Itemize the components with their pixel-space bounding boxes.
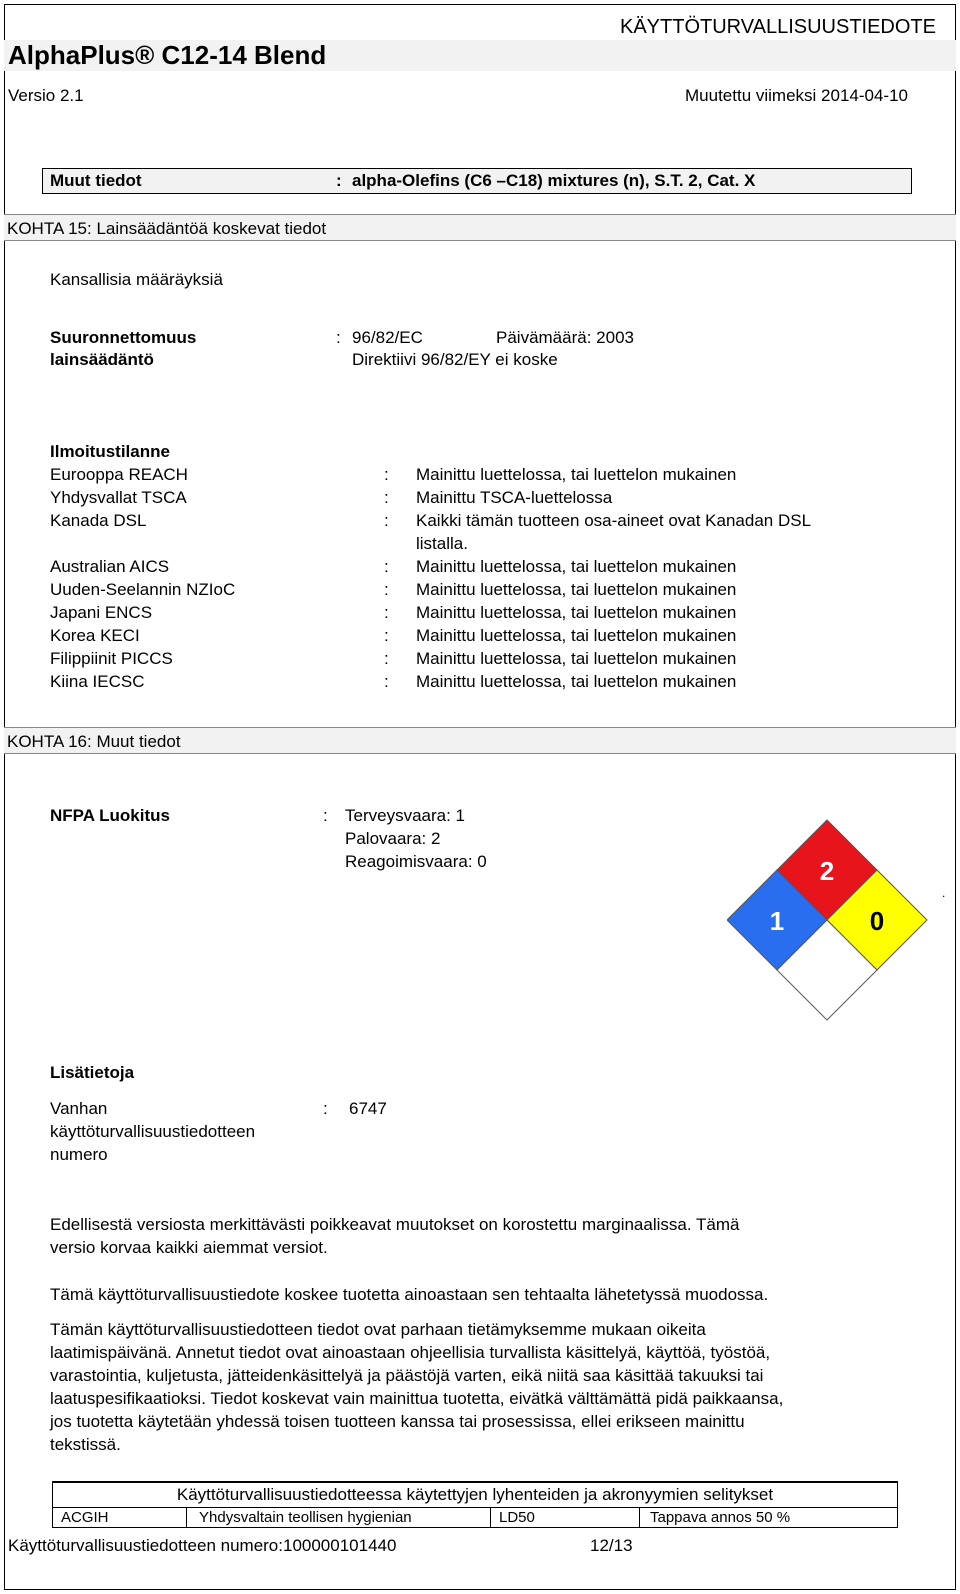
national-regulations-title: Kansallisia määräyksiä xyxy=(50,270,223,289)
inventory-colon: : xyxy=(384,672,389,691)
inventory-status: Mainittu luettelossa, tai luettelon mukainen xyxy=(416,626,737,645)
abbreviation-cell: LD50 xyxy=(491,1508,640,1528)
disclaimer-line: laatimispäivänä. Annetut tiedot ovat ainoastaan ohjeellisia turvallista käsittelyä, käyttöä, työstöä, xyxy=(50,1343,771,1362)
abbreviation-row xyxy=(53,1507,897,1528)
inventory-status: Mainittu luettelossa, tai luettelon mukainen xyxy=(416,603,737,622)
old-number-label-3: numero xyxy=(50,1145,108,1164)
product-name: AlphaPlus® C12-14 Blend xyxy=(8,40,327,70)
nfpa-health-value: 1 xyxy=(769,906,785,936)
section-15-title: KOHTA 15: Lainsäädäntöä koskevat tiedot xyxy=(7,219,327,238)
inventory-status: Mainittu luettelossa, tai luettelon mukainen xyxy=(416,580,737,599)
inventory-status: Mainittu luettelossa, tai luettelon mukainen xyxy=(416,557,737,576)
inventory-name: Korea KECI xyxy=(50,626,140,645)
major-accident-label-1: Suuronnettomuus xyxy=(50,328,197,347)
other-info-value: alpha-Olefins (C6 –C18) mixtures (n), S.T. 2, Cat. X xyxy=(352,171,756,190)
abbreviation-cell: ACGIH xyxy=(53,1508,187,1528)
footer-page-number: 12/13 xyxy=(590,1536,633,1555)
document-type: KÄYTTÖTURVALLISUUSTIEDOTE xyxy=(620,16,936,38)
revision-date: Muutettu viimeksi 2014-04-10 xyxy=(685,86,909,105)
major-accident-colon: : xyxy=(336,328,341,347)
footer-doc-number: Käyttöturvallisuustiedotteen numero:100000101440 xyxy=(8,1536,397,1555)
inventory-colon: : xyxy=(384,580,389,599)
notification-status-title: Ilmoitustilanne xyxy=(50,442,170,461)
nfpa-fire-value: 2 xyxy=(819,856,835,886)
nfpa-diamond xyxy=(727,818,937,1028)
inventory-colon: : xyxy=(384,649,389,668)
abbreviation-table-title: Käyttöturvallisuustiedotteessa käytettyjen lyhenteiden ja akronyymien selitykset xyxy=(176,1485,774,1504)
inventory-name: Kanada DSL xyxy=(50,511,147,530)
disclaimer-line: laatuspesifikaatioksi. Tiedot koskevat vain mainittua tuotetta, eivätkä välttämättä pidä paikkaansa, xyxy=(50,1389,784,1408)
inventory-colon: : xyxy=(384,626,389,645)
inventory-status: Mainittu TSCA-luettelossa xyxy=(416,488,613,507)
major-accident-label-2: lainsäädäntö xyxy=(50,350,154,369)
nfpa-reactivity: Reagoimisvaara: 0 xyxy=(345,852,487,871)
major-accident-directive: Direktiivi 96/82/EY ei koske xyxy=(352,350,558,369)
disclaimer-line: Tämän käyttöturvallisuustiedotteen tiedot ovat parhaan tietämyksemme mukaan oikeita xyxy=(50,1320,706,1339)
old-number-label-1: Vanhan xyxy=(50,1099,108,1118)
inventory-status-continued: listalla. xyxy=(416,534,468,553)
changes-note-line-1: Edellisestä versiosta merkittävästi poikkeavat muutokset on korostettu marginaalissa. Tämä xyxy=(50,1215,740,1234)
major-accident-date: Päivämäärä: 2003 xyxy=(496,328,634,347)
inventory-colon: : xyxy=(384,465,389,484)
abbreviation-cell: Tappava annos 50 % xyxy=(650,1509,791,1526)
disclaimer-line: varastointia, kuljetusta, jätteidenkäsittelyä ja päästöjä varten, eikä niitä saa käsittää takuuksi tai xyxy=(50,1366,764,1385)
inventory-status: Mainittu luettelossa, tai luettelon mukainen xyxy=(416,672,737,691)
inventory-colon: : xyxy=(384,488,389,507)
additional-info-title: Lisätietoja xyxy=(50,1063,135,1082)
inventory-name: Australian AICS xyxy=(50,557,170,576)
scope-note: Tämä käyttöturvallisuustiedote koskee tuotetta ainoastaan sen tehtaalta lähetetyssä muodossa. xyxy=(50,1285,769,1304)
nfpa-label: NFPA Luokitus xyxy=(50,806,170,825)
version: Versio 2.1 xyxy=(8,86,84,105)
inventory-colon: : xyxy=(384,557,389,576)
old-number-colon: : xyxy=(323,1099,328,1118)
section-16-header xyxy=(4,727,956,754)
section-15-header xyxy=(4,214,956,241)
other-info-colon: : xyxy=(336,171,342,190)
stray-dot: . xyxy=(942,886,946,900)
disclaimer-line: jos tuotetta käytetään yhdessä toisen tuotteen kanssa tai prosessissa, ellei erikseen mainittu xyxy=(50,1412,745,1431)
nfpa-reactivity-value: 0 xyxy=(869,906,885,936)
nfpa-health: Terveysvaara: 1 xyxy=(345,806,465,825)
inventory-name: Kiina IECSC xyxy=(50,672,145,691)
inventory-status: Mainittu luettelossa, tai luettelon mukainen xyxy=(416,649,737,668)
inventory-name: Filippiinit PICCS xyxy=(50,649,173,668)
abbreviation-cell: Yhdysvaltain teollisen hygienian xyxy=(187,1508,491,1528)
section-16-title: KOHTA 16: Muut tiedot xyxy=(7,732,181,751)
abbreviation-table xyxy=(52,1481,898,1528)
major-accident-value: 96/82/EC xyxy=(352,328,423,347)
disclaimer-line: tekstissä. xyxy=(50,1435,121,1454)
nfpa-fire: Palovaara: 2 xyxy=(345,829,441,848)
inventory-status: Kaikki tämän tuotteen osa-aineet ovat Kanadan DSL xyxy=(416,511,812,530)
inventory-name: Eurooppa REACH xyxy=(50,465,188,484)
nfpa-colon: : xyxy=(323,806,328,825)
inventory-name: Yhdysvallat TSCA xyxy=(50,488,187,507)
inventory-colon: : xyxy=(384,511,389,530)
other-info-label: Muut tiedot xyxy=(50,171,142,190)
changes-note-line-2: versio korvaa kaikki aiemmat versiot. xyxy=(50,1238,328,1257)
inventory-name: Uuden-Seelannin NZIoC xyxy=(50,580,236,599)
old-number-value: 6747 xyxy=(349,1099,387,1118)
inventory-name: Japani ENCS xyxy=(50,603,153,622)
old-number-label-2: käyttöturvallisuustiedotteen xyxy=(50,1122,256,1141)
inventory-status: Mainittu luettelossa, tai luettelon mukainen xyxy=(416,465,737,484)
inventory-colon: : xyxy=(384,603,389,622)
